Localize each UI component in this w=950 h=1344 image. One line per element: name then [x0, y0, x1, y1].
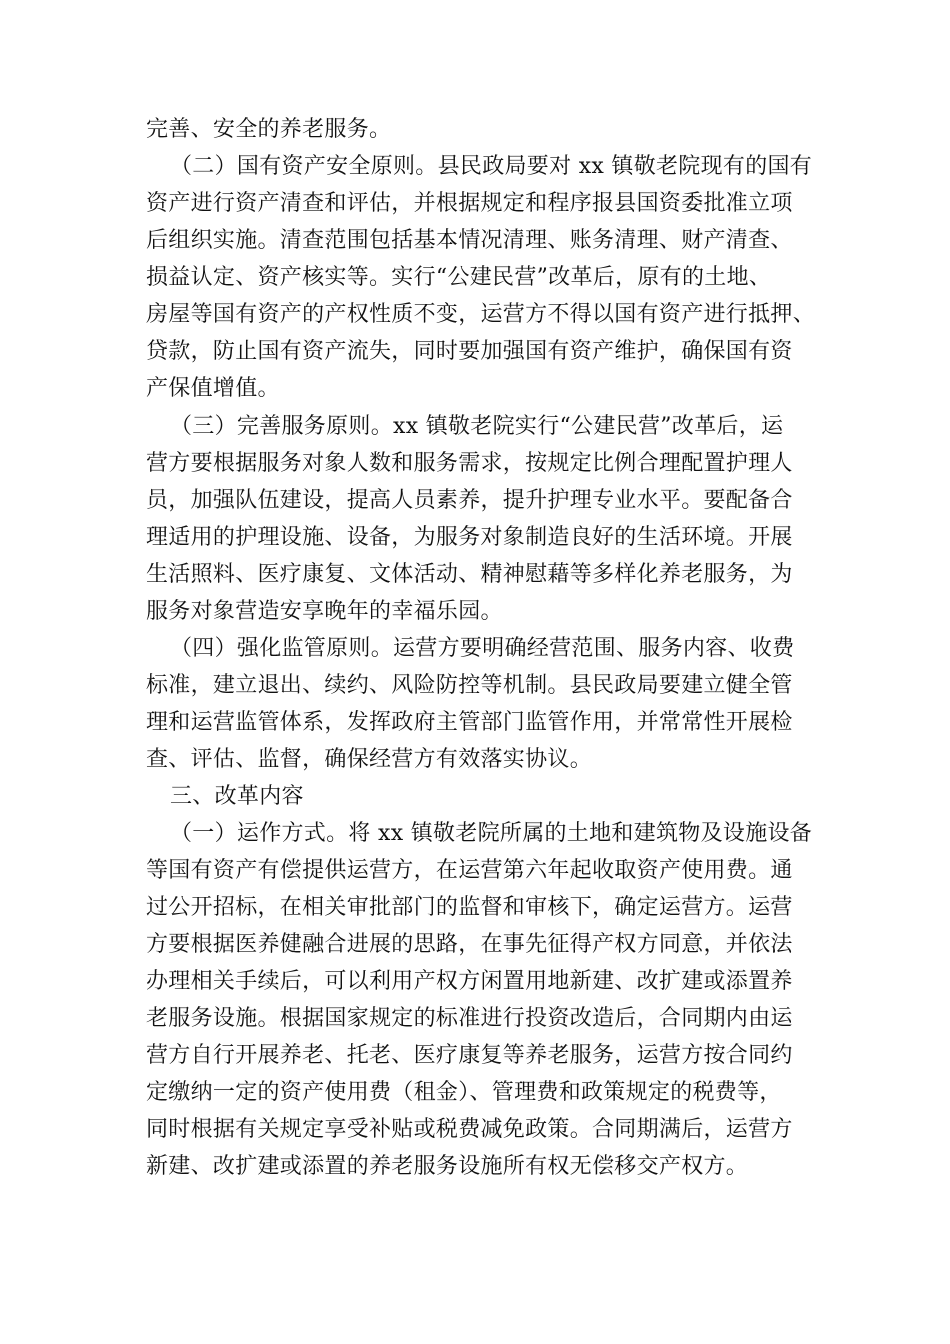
text-line: 后组织实施。清查范围包括基本情况清理、账务清理、财产清查、: [146, 228, 793, 253]
text-line: 查、评估、监督，确保经营方有效落实协议。: [146, 747, 593, 772]
text-line: 方要根据医养健融合进展的思路，在事先征得产权方同意，并依法: [146, 932, 793, 957]
text-line: 员，加强队伍建设，提高人员素养，提升护理专业水平。要配备合: [146, 488, 793, 513]
text-line: 营方要根据服务对象人数和服务需求，按规定比例合理配置护理人: [146, 451, 793, 476]
text-line: 新建、改扩建或添置的养老服务设施所有权无偿移交产权方。: [146, 1154, 749, 1179]
text-line: 营方自行开展养老、托老、医疗康复等养老服务，运营方按合同约: [146, 1043, 793, 1068]
text-line: 损益认定、资产核实等。实行“公建民营”改革后，原有的土地、: [146, 265, 772, 290]
paragraph-first-line: （一）运作方式。将 xx 镇敬老院所属的土地和建筑物及设施设备: [170, 821, 813, 846]
text-line: 同时根据有关规定享受补贴或税费减免政策。合同期满后，运营方: [146, 1117, 793, 1142]
text-line: 定缴纳一定的资产使用费（租金）、管理费和政策规定的税费等，: [146, 1080, 782, 1105]
text-line: 标准，建立退出、续约、风险防控等机制。县民政局要建立健全管: [146, 673, 793, 698]
paragraph-first-line: （三）完善服务原则。xx 镇敬老院实行“公建民营”改革后，运: [170, 414, 784, 439]
section-heading: 三、改革内容: [170, 784, 304, 809]
paragraph-first-line: （四）强化监管原则。运营方要明确经营范围、服务内容、收费: [170, 636, 795, 661]
text-line: 等国有资产有偿提供运营方，在运营第六年起收取资产使用费。通: [146, 858, 793, 883]
text-line: 办理相关手续后，可以利用产权方闲置用地新建、改扩建或添置养: [146, 969, 793, 994]
text-line: 理和运营监管体系，发挥政府主管部门监管作用，并常常性开展检: [146, 710, 793, 735]
text-line: 老服务设施。根据国家规定的标准进行投资改造后，合同期内由运: [146, 1006, 793, 1031]
text-line: 过公开招标，在相关审批部门的监督和审核下，确定运营方。运营: [146, 895, 793, 920]
text-line: 房屋等国有资产的产权性质不变，运营方不得以国有资产进行抵押、: [146, 302, 816, 327]
text-line: 服务对象营造安享晚年的幸福乐园。: [146, 599, 503, 624]
text-line: 理适用的护理设施、设备，为服务对象制造良好的生活环境。开展: [146, 525, 793, 550]
text-line: 完善、安全的养老服务。: [146, 117, 392, 142]
text-line: 贷款，防止国有资产流失，同时要加强国有资产维护，确保国有资: [146, 339, 793, 364]
text-line: 生活照料、医疗康复、文体活动、精神慰藉等多样化养老服务，为: [146, 562, 793, 587]
text-line: 资产进行资产清查和评估，并根据规定和程序报县国资委批准立项: [146, 191, 793, 216]
text-line: 产保值增值。: [146, 376, 280, 401]
paragraph-first-line: （二）国有资产安全原则。县民政局要对 xx 镇敬老院现有的国有: [170, 154, 813, 179]
